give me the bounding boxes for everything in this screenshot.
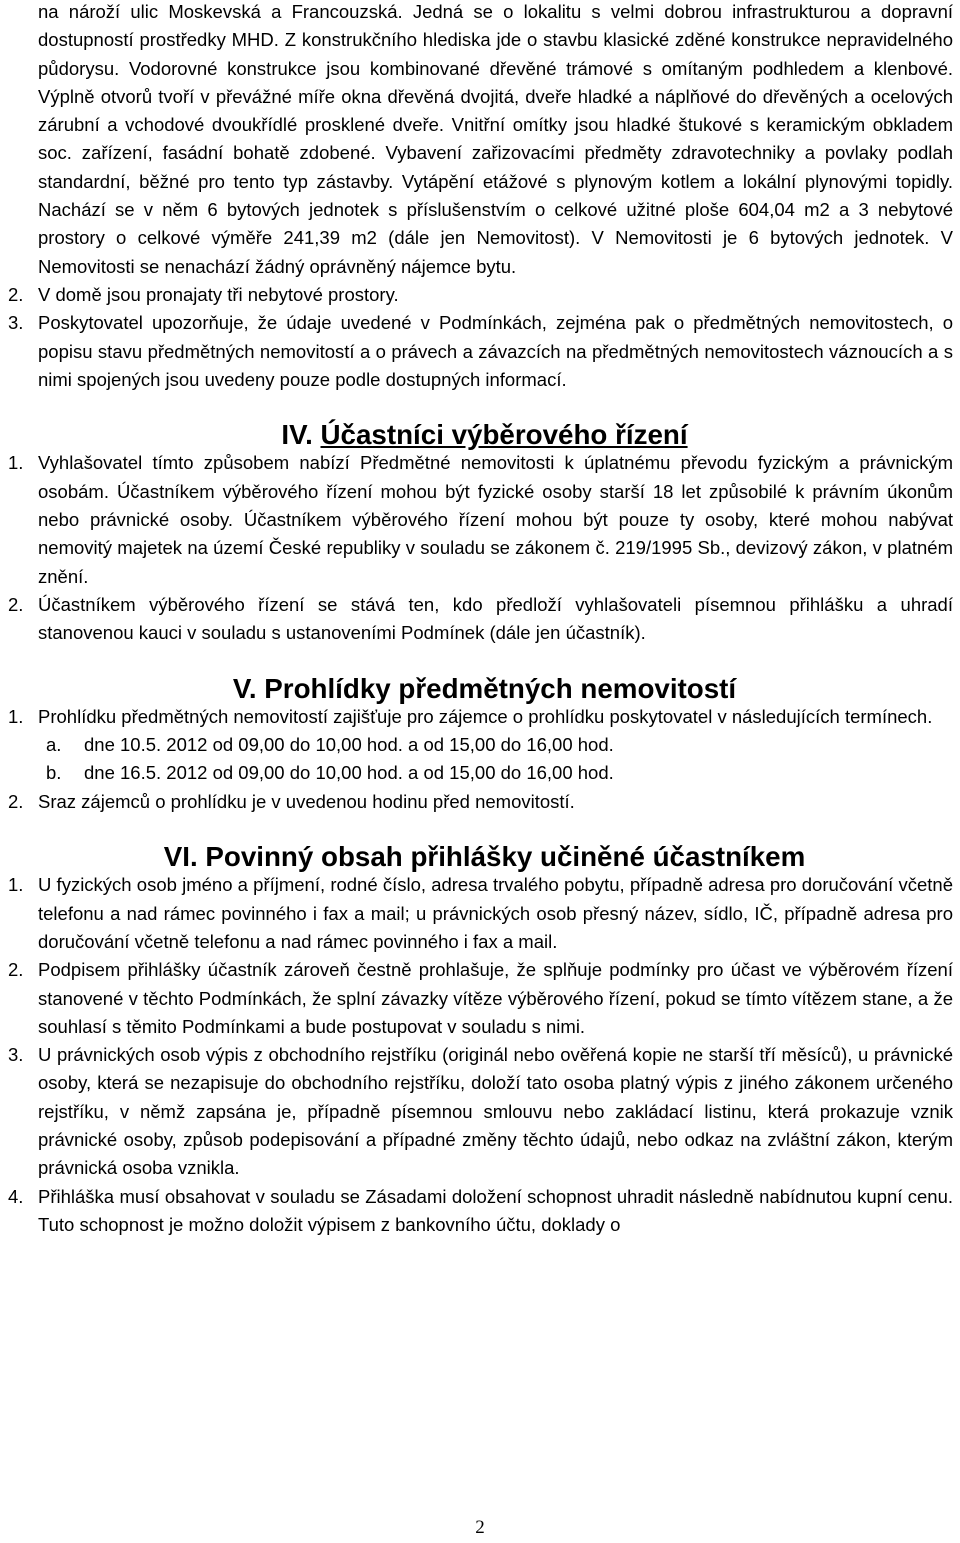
item-number: 1.	[8, 874, 24, 896]
item-text: V domě jsou pronajaty tři nebytové prostory.	[38, 283, 399, 305]
section-heading-iv	[8, 421, 953, 449]
item-number: 3.	[8, 312, 24, 334]
list-item	[8, 788, 953, 816]
item-text: Podpisem přihlášky účastník zároveň čestně prohlašuje, že splňuje podmínky pro účast ve výběrovém řízení stanovené v těchto Podmínkách, že splní závazky vítěze výběrového řízení, pokud se tímto vítězem stane, a že souhlasí s těmito Podmínkami a bude postupovat v souladu s nimi.	[38, 959, 953, 1037]
section3-list	[8, 281, 953, 394]
list-item	[8, 871, 953, 956]
list-item	[8, 449, 953, 590]
item-text: U fyzických osob jméno a příjmení, rodné číslo, adresa trvalého pobytu, případně adresa pro doručování včetně telefonu a nad rámec povinného i fax a mail; u právnických osob přesný název, sídlo, IČ, případně adresa pro doručování včetně telefonu a nad rámec povinného i fax a mail.	[38, 874, 953, 952]
item-text: Prohlídku předmětných nemovitostí zajišťuje pro zájemce o prohlídku poskytovatel v následujících termínech.	[38, 705, 933, 727]
item-text: Poskytovatel upozorňuje, že údaje uvedené v Podmínkách, zejména pak o předmětných nemovitostech, o popisu stavu předmětných nemovitostí a o právech a závazcích na předmětných nemovitostech váznoucích a s nimi spojených jsou uvedeny pouze podle dostupných informací.	[38, 312, 953, 390]
sub-item-text: dne 16.5. 2012 od 09,00 do 10,00 hod. a od 15,00 do 16,00 hod.	[84, 762, 614, 784]
section-heading-v	[8, 672, 953, 704]
item-number: 1.	[8, 452, 24, 474]
item-text: Vyhlašovatel tímto způsobem nabízí Předmětné nemovitosti k úplatnému převodu fyzickým a právnickým osobám. Účastníkem výběrového řízení mohou být fyzické osoby starší 18 let způsobilé k právním úkonům nebo právnické osoby. Účastníkem výběrového řízení mohou být pouze ty osoby, které mohou nabývat nemovitý majetek na území České republiky v souladu se zákonem č. 219/1995 Sb., devizový zákon, v platném znění.	[38, 452, 953, 587]
item-number: 2.	[8, 593, 24, 615]
sub-item-letter: a.	[46, 734, 62, 756]
section-roman: VI.	[163, 841, 198, 873]
item-number: 2.	[8, 790, 24, 812]
page-number: 2	[475, 1517, 485, 1538]
item-text: Přihláška musí obsahovat v souladu se Zásadami doložení schopnost uhradit následně nabídnutou kupní cenu. Tuto schopnost je možno doložit výpisem z bankovního účtu, doklady o	[38, 1185, 953, 1235]
section-roman: IV.	[281, 419, 313, 451]
list-item	[8, 956, 953, 1041]
list-item	[8, 591, 953, 648]
item-number: 2.	[8, 283, 24, 305]
section-title: Účastníci výběrového řízení	[320, 419, 688, 451]
section-title: Povinný obsah přihlášky učiněné účastníkem	[205, 841, 806, 873]
list-item	[8, 1041, 953, 1182]
spacer	[8, 394, 953, 421]
sub-item-letter: b.	[46, 762, 62, 784]
list-item	[8, 1183, 953, 1240]
item-text: U právnických osob výpis z obchodního rejstříku (originál nebo ověřená kopie ne starší tří měsíců), u právnické osoby, která se nezapisuje do obchodního rejstříku, doloží tato osoba platný výpis z jiného zákonem určeného rejstříku, v němž zapsána je, případně písemnou smlouvu nebo zakládací listinu, která prokazuje vznik právnické osoby, způsob podepisování a případné změny těchto údajů, nebo odkaz na zvláštní zákon, kterým právnická osoba vznikla.	[38, 1044, 953, 1179]
list-item	[8, 309, 953, 394]
list-item	[8, 281, 953, 309]
item-number: 1.	[8, 705, 24, 727]
section6-list	[8, 871, 953, 1239]
item-number: 2.	[8, 959, 24, 981]
item-text: Účastníkem výběrového řízení se stává ten, kdo předloží vyhlašovateli písemnou přihlášku a uhradí stanovenou kauci v souladu s ustanoveními Podmínek (dále jen účastník).	[38, 593, 953, 644]
item-number: 4.	[8, 1185, 24, 1207]
sub-item-text: dne 10.5. 2012 od 09,00 do 10,00 hod. a od 15,00 do 16,00 hod.	[84, 734, 614, 756]
item-number: 3.	[8, 1044, 24, 1066]
section-heading-vi	[8, 843, 953, 871]
section4-list	[8, 449, 953, 647]
section-roman: V.	[232, 672, 257, 704]
section5-list	[8, 703, 953, 731]
sub-list-item	[46, 759, 953, 787]
intro-paragraph: na nároží ulic Moskevská a Francouzská. Jedná se o lokalitu s velmi dobrou infrastrukturou a dopravní dostupností prostředky MHD. Z konstrukčního hlediska jde o stavbu klasické zděné konstrukce nepravidelného půdorysu. Vodorovné konstrukce jsou kombinované dřevěné trámové s omítaným podhledem a klenbové. Výplně otvorů tvoří v převážné míře okna dřevěná dvojitá, dveře hladké a náplňové do dřevěných a ocelových zárubní a vchodové dvoukřídlé prosklené dveře. Vnitřní omítky jsou hladké štukové s keramickým obkladem soc. zařízení, fasádní bohatě zdobené. Vybavení zařizovacími předměty zdravotechniky a povlaky podlah standardní, běžné pro tento typ zástavby. Vytápění etážové s plynovým kotlem a lokální plynovými topidly. Nachází se v něm 6 bytových jednotek s příslušenstvím o celkové užitné ploše 604,04 m2 a 3 nebytové prostory o celkové výměře 241,39 m2 (dále jen Nemovitost). V Nemovitosti je 6 bytových jednotek. V Nemovitosti se nenachází žádný oprávněný nájemce bytu.	[38, 1, 953, 277]
spacer	[8, 816, 953, 843]
section5-list-cont	[8, 788, 953, 816]
section-title: Prohlídky předmětných nemovitostí	[264, 672, 737, 704]
section5-sublist	[8, 731, 953, 788]
list-item	[8, 703, 953, 731]
spacer	[8, 648, 953, 675]
sub-list-item	[46, 731, 953, 759]
item-text: Sraz zájemců o prohlídku je v uvedenou hodinu před nemovitostí.	[38, 790, 575, 812]
